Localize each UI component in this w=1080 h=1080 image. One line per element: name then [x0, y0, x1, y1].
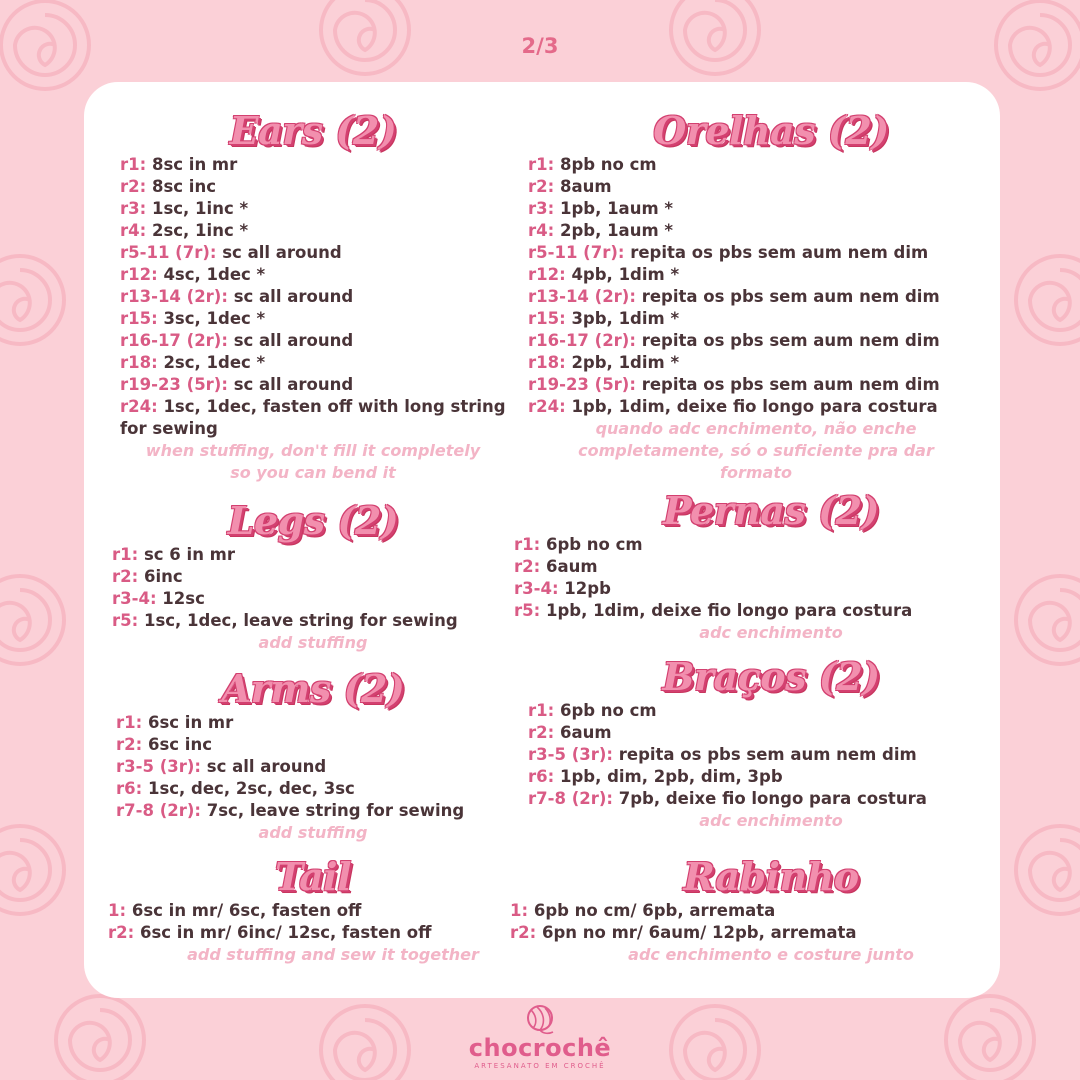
row: r19-23 (5r): repita os pbs sem aum nem dim — [528, 375, 940, 394]
pernas-note: adc enchimento — [699, 623, 843, 642]
row: r2: 6aum — [514, 557, 598, 576]
row: r4: 2pb, 1aum * — [528, 221, 674, 240]
pattern-card — [84, 82, 1000, 998]
bracos-note: adc enchimento — [699, 811, 843, 830]
rabinho-section — [510, 854, 1000, 966]
row: r1: 8pb no cm — [528, 155, 657, 174]
row: r6: 1pb, dim, 2pb, dim, 3pb — [528, 767, 783, 786]
page-indicator: 2/3 — [521, 34, 559, 58]
row: r1: sc 6 in mr — [112, 545, 236, 564]
row: r13-14 (2r): repita os pbs sem aum nem dim — [528, 287, 940, 306]
orelhas-section — [528, 108, 1000, 484]
row: r24: 1pb, 1dim, deixe fio longo para costura — [528, 397, 938, 416]
row: r2: 8aum — [528, 177, 612, 196]
row: r4: 2sc, 1inc * — [120, 221, 249, 240]
tail-section — [84, 854, 542, 966]
row: r16-17 (2r): repita os pbs sem aum nem dim — [528, 331, 940, 350]
yarn-ball-icon — [523, 1004, 557, 1036]
row: r2: 6inc — [112, 567, 183, 586]
row: r2: 6aum — [528, 723, 612, 742]
brand-tagline: ARTESANATO EM CROCHÊ — [474, 1062, 606, 1070]
row: r3-4: 12sc — [112, 589, 205, 608]
brand-logo — [0, 1004, 1080, 1070]
row: r5: 1sc, 1dec, leave string for sewing — [112, 611, 458, 630]
row: r1: 8sc in mr — [120, 155, 238, 174]
row: r7-8 (2r): 7sc, leave string for sewing — [116, 801, 465, 820]
row: r12: 4pb, 1dim * — [528, 265, 680, 284]
row: r1: 6pb no cm — [514, 535, 643, 554]
rabinho-note: adc enchimento e costure junto — [628, 945, 914, 964]
row: r5-11 (7r): repita os pbs sem aum nem dim — [528, 243, 929, 262]
ears-title: Ears (2) — [229, 108, 397, 153]
row: 1: 6sc in mr/ 6sc, fasten off — [108, 901, 362, 920]
pernas-title: Pernas (2) — [662, 488, 880, 533]
row: r1: 6pb no cm — [528, 701, 657, 720]
row: r15: 3sc, 1dec * — [120, 309, 266, 328]
row: r2: 6sc inc — [116, 735, 212, 754]
row: r3-5 (3r): repita os pbs sem aum nem dim — [528, 745, 917, 764]
legs-note: add stuffing — [258, 633, 368, 652]
bracos-section — [528, 654, 1000, 832]
row: r24: 1sc, 1dec, fasten off with long string for sewing — [120, 397, 506, 438]
row: r2: 8sc inc — [120, 177, 216, 196]
row: 1: 6pb no cm/ 6pb, arremata — [510, 901, 776, 920]
row: r18: 2sc, 1dec * — [120, 353, 266, 372]
orelhas-title: Orelhas (2) — [653, 108, 889, 153]
rabinho-title: Rabinho — [683, 854, 859, 899]
row: r3: 1sc, 1inc * — [120, 199, 249, 218]
tail-title: Tail — [274, 854, 352, 899]
bracos-title: Braços (2) — [662, 654, 880, 699]
row: r6: 1sc, dec, 2sc, dec, 3sc — [116, 779, 355, 798]
row: r12: 4sc, 1dec * — [120, 265, 266, 284]
row: r5-11 (7r): sc all around — [120, 243, 342, 262]
brand-name: chocrochê — [468, 1034, 612, 1062]
row: r18: 2pb, 1dim * — [528, 353, 680, 372]
row: r5: 1pb, 1dim, deixe fio longo para costura — [514, 601, 913, 620]
row: r19-23 (5r): sc all around — [120, 375, 354, 394]
orelhas-note: quando adc enchimento, não enche completamente, só o suficiente pra dar formato — [578, 419, 934, 482]
row: r2: 6pn no mr/ 6aum/ 12pb, arremata — [510, 923, 857, 942]
row: r1: 6sc in mr — [116, 713, 234, 732]
row: r15: 3pb, 1dim * — [528, 309, 680, 328]
row: r16-17 (2r): sc all around — [120, 331, 354, 350]
legs-section — [84, 498, 542, 654]
row: r13-14 (2r): sc all around — [120, 287, 354, 306]
row: r3: 1pb, 1aum * — [528, 199, 674, 218]
legs-title: Legs (2) — [227, 498, 399, 543]
row: r2: 6sc in mr/ 6inc/ 12sc, fasten off — [108, 923, 432, 942]
arms-note: add stuffing — [258, 823, 368, 842]
pernas-section — [514, 488, 1000, 644]
row: r3-4: 12pb — [514, 579, 611, 598]
arms-title: Arms (2) — [221, 666, 405, 711]
ears-section — [84, 108, 542, 484]
ears-note: when stuffing, don't fill it completely so you can bend it — [145, 441, 481, 482]
arms-section — [84, 666, 542, 844]
tail-note: add stuffing and sew it together — [187, 945, 479, 964]
row: r3-5 (3r): sc all around — [116, 757, 327, 776]
row: r7-8 (2r): 7pb, deixe fio longo para costura — [528, 789, 927, 808]
